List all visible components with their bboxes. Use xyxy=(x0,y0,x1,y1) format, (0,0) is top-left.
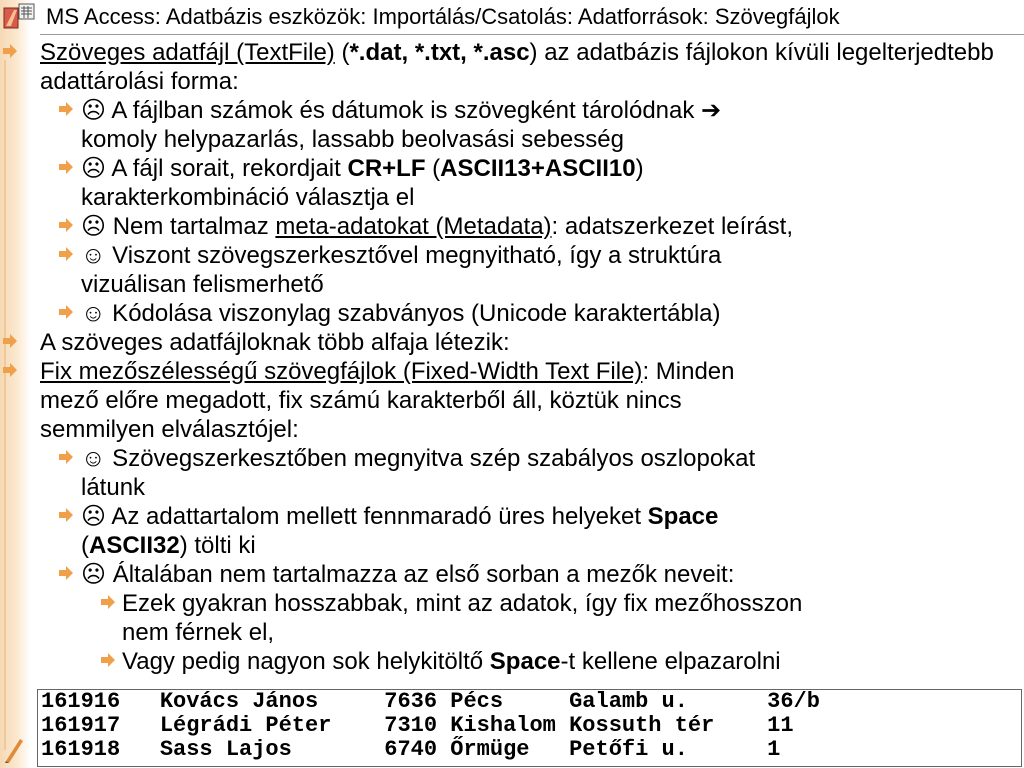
text: A szöveges adatfájloknak több alfaja létezik: xyxy=(40,329,510,356)
text: látunk xyxy=(81,474,146,501)
text: Nem tartalmaz xyxy=(106,213,276,240)
metadata-term: meta-adatokat (Metadata) xyxy=(275,213,552,240)
frowning-face-icon: ☹ xyxy=(81,561,107,588)
bullet-encoding xyxy=(0,299,1024,328)
smiling-face-icon: ☺ xyxy=(81,242,106,269)
text: ( xyxy=(425,155,441,182)
crlf-term: CR+LF xyxy=(347,155,426,182)
text: Vagy pedig nagyon sok helykitöltő xyxy=(122,648,490,675)
arrow-right-icon xyxy=(58,449,74,465)
frowning-face-icon: ☹ xyxy=(81,155,107,182)
frowning-face-icon: ☹ xyxy=(81,503,107,530)
bullet-fixed-width xyxy=(0,357,1024,444)
text: nem férnek el, xyxy=(122,619,275,646)
text: Kódolása viszonylag szabványos (Unicode karaktertábla) xyxy=(105,300,721,327)
arrow-right-icon xyxy=(2,362,18,378)
arrow-right-icon xyxy=(58,159,74,175)
table-row: 161917 Légrádi Péter 7310 Kishalom Kossuth tér 11 xyxy=(41,713,794,738)
ascii32-term: ASCII32 xyxy=(89,532,180,559)
arrow-right-icon xyxy=(58,246,74,262)
space-term: Space xyxy=(647,503,719,530)
text: Viszont szövegszerkesztővel megnyitható, így a struktúra xyxy=(105,242,722,269)
bold-right-arrow-icon: ➔ xyxy=(701,97,722,124)
bullet-numbers-as-text xyxy=(0,96,1024,154)
text: Szövegszerkesztőben megnyitva szép szabályos oszlopokat xyxy=(105,445,756,472)
ascii-term: ASCII13+ASCII10 xyxy=(440,155,636,182)
text: Általában nem tartalmazza az első sorban a mezők neveit: xyxy=(106,561,735,588)
fixed-width-term: Fix mezőszélességű szövegfájlok (Fixed-Width Text File) xyxy=(40,358,643,385)
access-logo-icon xyxy=(2,2,36,32)
smiling-face-icon: ☺ xyxy=(81,445,106,472)
bullet-longer-names xyxy=(0,589,1024,647)
title-divider xyxy=(40,34,1024,35)
text: semmilyen elválasztójel: xyxy=(40,416,299,443)
arrow-right-icon xyxy=(2,333,18,349)
text: Ezek gyakran hosszabbak, mint az adatok, így fix mezőhosszon xyxy=(122,590,803,617)
arrow-right-icon xyxy=(100,594,116,610)
text: ) tölti ki xyxy=(179,532,256,559)
frowning-face-icon: ☹ xyxy=(81,213,107,240)
arrow-right-icon xyxy=(58,101,74,117)
bullet-subtypes xyxy=(0,328,1024,357)
text: ) xyxy=(635,155,644,182)
arrow-right-icon xyxy=(58,304,74,320)
text: Az adattartalom mellett fennmaradó üres helyeket xyxy=(106,503,648,530)
text: komoly helypazarlás, lassabb beolvasási sebesség xyxy=(81,126,624,153)
fixed-width-sample-table xyxy=(37,689,1022,767)
bullet-editor-readable xyxy=(0,241,1024,299)
bullet-no-metadata xyxy=(0,212,1024,241)
text: : Minden xyxy=(642,358,735,385)
file-extensions: *.dat, *.txt, *.asc xyxy=(349,39,530,66)
arrow-right-icon xyxy=(2,43,18,59)
bullet-no-header xyxy=(0,560,1024,589)
table-row: 161916 Kovács János 7636 Pécs Galamb u. 36/b xyxy=(41,689,820,714)
text: A fájl sorait, rekordjait xyxy=(106,155,348,182)
table-row: 161918 Sass Lajos 6740 Őrmüge Petőfi u. 1 xyxy=(41,737,781,762)
bullet-waste-space xyxy=(0,647,1024,676)
smiling-face-icon: ☺ xyxy=(81,300,106,327)
bullet-textfile xyxy=(0,38,1024,96)
arrow-right-icon xyxy=(58,217,74,233)
slide-content xyxy=(0,38,1024,676)
arrow-right-icon xyxy=(58,565,74,581)
bullet-nice-columns xyxy=(0,444,1024,502)
bullet-crlf xyxy=(0,154,1024,212)
text: : adatszerkezet leírást, xyxy=(551,213,793,240)
text: A fájlban számok és dátumok is szövegként tárolódnak xyxy=(106,97,702,124)
space-term: Space xyxy=(489,648,561,675)
slide-title: MS Access: Adatbázis eszközök: Importálás/Csatolás: Adatforrások: Szövegfájlok xyxy=(46,4,840,29)
text: ( xyxy=(334,39,350,66)
text: -t kellene elpazarolni xyxy=(560,648,781,675)
pencil-icon xyxy=(4,735,26,768)
text: karakterkombináció választja el xyxy=(81,184,415,211)
arrow-right-icon xyxy=(58,507,74,523)
text: ) az adatbázis fájlokon kívüli legelterjedtebb adattárolási forma: xyxy=(40,39,994,95)
text: vizuálisan felismerhető xyxy=(81,271,324,298)
frowning-face-icon: ☹ xyxy=(81,97,107,124)
text: mező előre megadott, fix számú karakterből áll, köztük nincs xyxy=(40,387,682,414)
bullet-space-padding xyxy=(0,502,1024,560)
text: ( xyxy=(81,532,89,559)
arrow-right-icon xyxy=(100,652,116,668)
textfile-term: Szöveges adatfájl (TextFile) xyxy=(40,39,335,66)
